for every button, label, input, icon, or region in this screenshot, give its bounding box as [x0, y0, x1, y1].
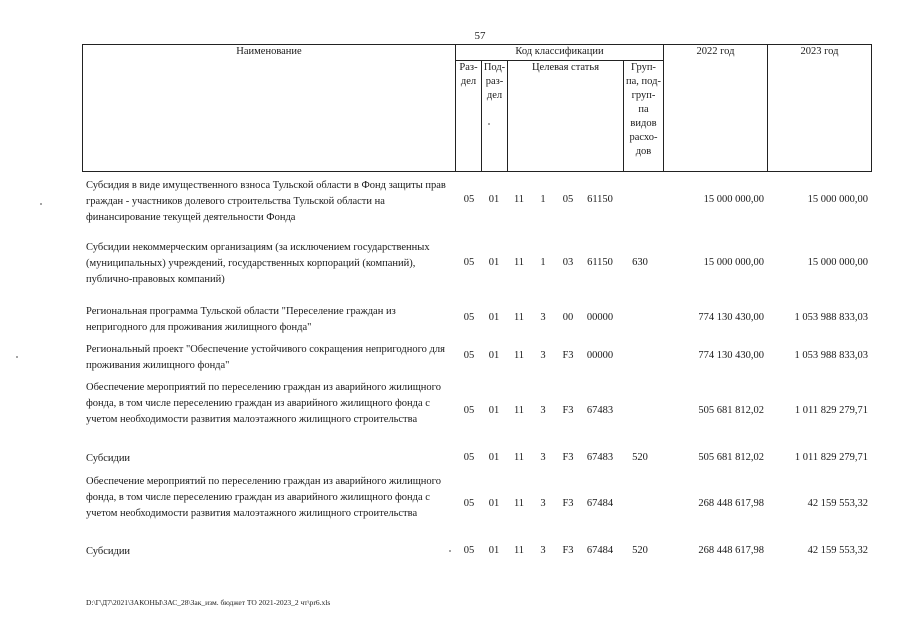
cell-razdel: 05	[463, 350, 475, 361]
row-name: Региональный проект "Обеспечение устойчивого сокращения непригодного для проживания жилищного фонда"	[86, 344, 445, 371]
header-razdel: Раз- дел	[456, 61, 482, 172]
cell-gruppa: 520	[632, 545, 648, 556]
cell-2023: 1 011 829 279,71	[794, 452, 868, 463]
header-table	[82, 44, 872, 172]
cell-ts2: 1	[540, 257, 546, 268]
cell-razdel: 05	[463, 257, 475, 268]
cell-2022: 268 448 617,98	[698, 545, 764, 556]
cell-ts4: 00000	[586, 350, 614, 361]
cell-razdel: 05	[463, 498, 475, 509]
cell-ts4: 61150	[587, 257, 613, 268]
header-kod: Код классификации	[456, 45, 664, 61]
cell-ts3: 05	[562, 194, 574, 205]
scan-speck	[449, 550, 451, 552]
cell-podrazdel: 01	[488, 257, 500, 268]
cell-razdel: 05	[463, 194, 475, 205]
cell-2023: 1 053 988 833,03	[794, 312, 868, 323]
cell-razdel: 05	[463, 312, 475, 323]
cell-ts4: 67483	[586, 452, 614, 463]
cell-2022: 505 681 812,02	[698, 405, 764, 416]
cell-podrazdel: 01	[488, 452, 500, 463]
cell-2023: 1 053 988 833,03	[794, 350, 868, 361]
cell-podrazdel: 01	[488, 312, 500, 323]
cell-podrazdel: 01	[488, 350, 500, 361]
cell-razdel: 05	[463, 545, 475, 556]
cell-2023: 42 159 553,32	[807, 545, 868, 556]
cell-razdel: 05	[463, 452, 475, 463]
cell-ts3: 03	[562, 257, 574, 268]
cell-gruppa: 520	[632, 452, 648, 463]
cell-ts1: 11	[513, 498, 525, 509]
cell-ts2: 3	[540, 350, 546, 361]
header-naim: Наименование	[83, 45, 456, 172]
scan-speck	[488, 123, 490, 125]
cell-ts3: F3	[562, 405, 574, 416]
cell-ts3: 00	[562, 312, 574, 323]
cell-2022: 268 448 617,98	[698, 498, 764, 509]
cell-ts1: 11	[513, 405, 525, 416]
cell-ts1: 11	[513, 257, 525, 268]
cell-ts1: 11	[513, 452, 525, 463]
cell-podrazdel: 01	[488, 545, 500, 556]
cell-ts2: 3	[540, 405, 546, 416]
cell-2023: 15 000 000,00	[807, 194, 868, 205]
header-gruppa: Груп- па, под- груп- па видов расхо- дов	[624, 61, 664, 172]
scan-speck	[16, 356, 18, 358]
scan-speck	[40, 203, 42, 205]
cell-podrazdel: 01	[488, 498, 500, 509]
cell-ts2: 3	[540, 498, 546, 509]
cell-podrazdel: 01	[488, 405, 500, 416]
header-podrazdel: Под- раз- дел	[482, 61, 508, 172]
cell-ts4: 67483	[586, 405, 614, 416]
row-name: Субсидии	[86, 453, 131, 464]
cell-2022: 774 130 430,00	[698, 350, 764, 361]
cell-ts4: 61150	[587, 194, 613, 205]
cell-podrazdel: 01	[488, 194, 500, 205]
cell-ts2: 3	[540, 312, 546, 323]
row-name: Обеспечение мероприятий по переселению граждан из аварийного жилищного фонда, в том числе переселению граждан из аварийного жилищного фонда с учетом необходимости развития малоэтажного жилищного строительства	[86, 476, 441, 519]
cell-ts2: 3	[540, 452, 546, 463]
cell-2023: 1 011 829 279,71	[794, 405, 868, 416]
cell-ts3: F3	[562, 545, 574, 556]
cell-ts3: F3	[562, 350, 574, 361]
cell-2023: 15 000 000,00	[807, 257, 868, 268]
row-name: Обеспечение мероприятий по переселению граждан из аварийного жилищного фонда, в том числе переселению граждан из аварийного жилищного фонда с учетом необходимости развития малоэтажного жилищного строительства	[86, 382, 441, 425]
cell-razdel: 05	[463, 405, 475, 416]
cell-ts4: 00000	[586, 312, 614, 323]
row-name: Субсидии некоммерческим организациям (за исключением государственных (муниципальных) учреждений, государственных корпораций (компаний), публично-правовых компаний)	[86, 242, 430, 285]
page-number: 57	[474, 30, 486, 42]
cell-ts2: 3	[540, 545, 546, 556]
cell-gruppa: 630	[632, 257, 648, 268]
cell-ts2: 1	[540, 194, 546, 205]
cell-ts3: F3	[562, 498, 574, 509]
cell-ts4: 67484	[586, 545, 614, 556]
row-name: Субсидия в виде имущественного взноса Тульской области в Фонд защиты прав граждан - участников долевого строительства Тульской области на финансирование текущей деятельности Фонда	[86, 180, 446, 223]
cell-ts1: 11	[513, 312, 525, 323]
header-tsel: Целевая статья	[508, 61, 624, 172]
cell-ts1: 11	[513, 350, 525, 361]
row-name: Региональная программа Тульской области "Переселение граждан из непригодного для проживания жилищного фонда"	[86, 306, 396, 333]
cell-ts1: 11	[513, 545, 525, 556]
cell-2023: 42 159 553,32	[807, 498, 868, 509]
file-path-footer: D:\Г\Д7\2021\ЗАКОНЫ\ЗАС_28\Зак_изм. бюджет ТО 2021-2023_2 чт\pr6.xls	[86, 598, 331, 607]
cell-ts1: 11	[513, 194, 525, 205]
header-2022: 2022 год	[664, 45, 768, 172]
cell-2022: 15 000 000,00	[703, 194, 764, 205]
row-name: Субсидии	[86, 546, 131, 557]
cell-ts4: 67484	[586, 498, 614, 509]
cell-2022: 505 681 812,02	[698, 452, 764, 463]
cell-2022: 15 000 000,00	[703, 257, 764, 268]
cell-2022: 774 130 430,00	[698, 312, 764, 323]
cell-ts3: F3	[562, 452, 574, 463]
header-2023: 2023 год	[768, 45, 872, 172]
